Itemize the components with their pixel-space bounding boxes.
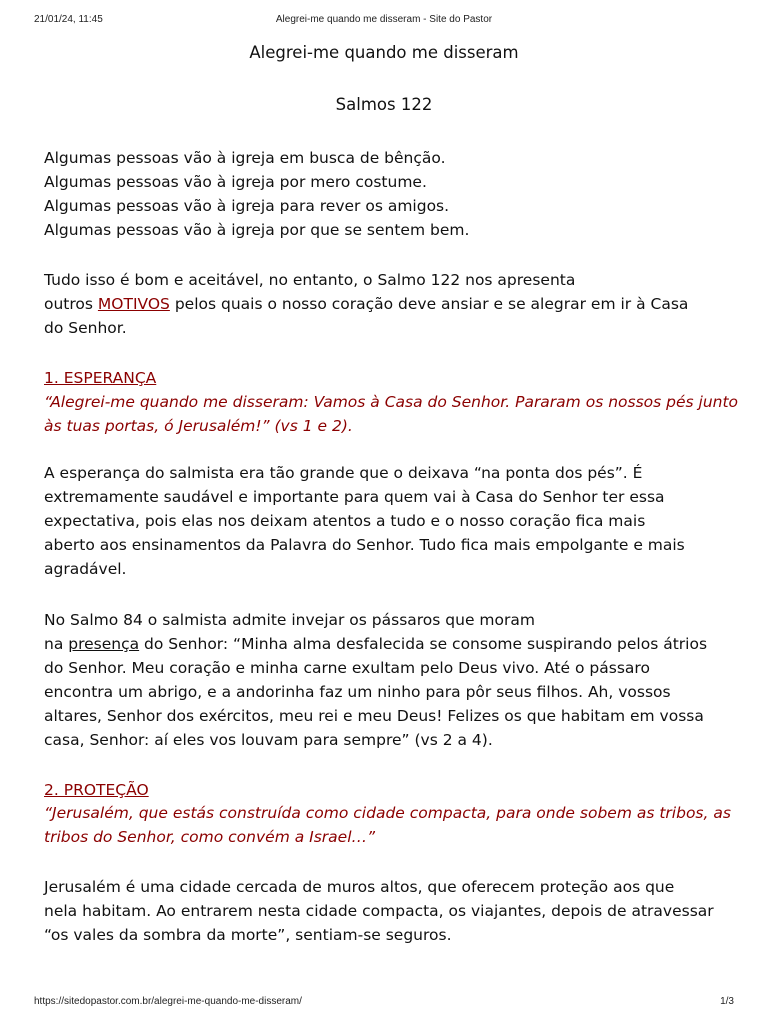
paragraph-line: “os vales da sombra da morte”, sentiam-se seguros. (44, 926, 452, 944)
intro-paragraph (44, 146, 734, 242)
section-quote-esperanca (44, 390, 739, 438)
print-header (0, 14, 768, 28)
intro-line: Algumas pessoas vão à igreja por mero costume. (44, 173, 427, 191)
paragraph-line (44, 292, 734, 316)
text-fragment: pelos quais o nosso coração deve ansiar e se alegrar em ir à Casa (169, 295, 689, 313)
quote-line: “Alegrei-me quando me disseram: Vamos à Casa do Senhor. Pararam os nossos pés junto (44, 393, 739, 411)
paragraph-line: nela habitam. Ao entrarem nesta cidade compacta, os viajantes, depois de atravessar (44, 902, 714, 920)
section-heading-esperanca (44, 366, 734, 390)
paragraph-line (44, 632, 734, 656)
print-page-number: 1/3 (720, 996, 734, 1007)
motivos-paragraph (44, 268, 734, 340)
presenca-link[interactable]: presença (68, 635, 140, 653)
text-fragment: do Senhor: “Minha alma desfalecida se consome suspirando pelos átrios (139, 635, 708, 653)
intro-line: Algumas pessoas vão à igreja para rever os amigos. (44, 197, 450, 215)
article-subtitle: Salmos 122 (335, 95, 433, 114)
paragraph-line: aberto aos ensinamentos da Palavra do Senhor. Tudo fica mais empolgante e mais (44, 536, 685, 554)
motivos-link[interactable]: MOTIVOS (97, 295, 170, 313)
protecao-paragraph (44, 875, 734, 947)
paragraph-line: altares, Senhor dos exércitos, meu rei e meu Deus! Felizes os que habitam em vossa (44, 707, 704, 725)
esperanca-paragraph (44, 461, 734, 581)
intro-line: Algumas pessoas vão à igreja por que se sentem bem. (44, 221, 470, 239)
paragraph-line: encontra um abrigo, e a andorinha faz um ninho para pôr seus filhos. Ah, vossos (44, 683, 671, 701)
text-fragment: na (44, 635, 69, 653)
paragraph-line: No Salmo 84 o salmista admite invejar os pássaros que moram (44, 611, 535, 629)
paragraph-line: agradável. (44, 560, 127, 578)
quote-line: tribos do Senhor, como convém a Israel…” (44, 828, 376, 846)
text-fragment: outros (44, 295, 98, 313)
paragraph-line: expectativa, pois elas nos deixam atentos a tudo e o nosso coração fica mais (44, 512, 646, 530)
paragraph-line: extremamente saudável e importante para quem vai à Casa do Senhor ter essa (44, 488, 665, 506)
esperanca-link[interactable]: 1. ESPERANÇA (44, 369, 157, 387)
protecao-link[interactable]: 2. PROTEÇÃO (44, 781, 149, 799)
section-heading-protecao (44, 778, 734, 802)
print-page-title: Alegrei-me quando me disseram - Site do Pastor (275, 14, 493, 25)
paragraph-line: casa, Senhor: aí eles vos louvam para sempre” (vs 2 a 4). (44, 731, 493, 749)
quote-line: às tuas portas, ó Jerusalém!” (vs 1 e 2). (44, 417, 353, 435)
salmo84-paragraph (44, 608, 734, 752)
quote-line: “Jerusalém, que estás construída como cidade compacta, para onde sobem as tribos, as (44, 804, 731, 822)
paragraph-line: do Senhor. Meu coração e minha carne exultam pelo Deus vivo. Até o pássaro (44, 659, 650, 677)
paragraph-line: do Senhor. (44, 319, 127, 337)
print-footer (0, 996, 768, 1010)
paragraph-line: Tudo isso é bom e aceitável, no entanto, o Salmo 122 nos apresenta (44, 271, 576, 289)
paragraph-line: Jerusalém é uma cidade cercada de muros altos, que oferecem proteção aos que (44, 878, 675, 896)
paragraph-line: A esperança do salmista era tão grande que o deixava “na ponta dos pés”. É (44, 464, 643, 482)
section-quote-protecao (44, 801, 734, 849)
intro-line: Algumas pessoas vão à igreja em busca de bênção. (44, 149, 446, 167)
print-datetime: 21/01/24, 11:45 (34, 14, 103, 25)
article-title: Alegrei-me quando me disseram (249, 43, 519, 62)
print-url: https://sitedopastor.com.br/alegrei-me-quando-me-disseram/ (34, 996, 302, 1007)
